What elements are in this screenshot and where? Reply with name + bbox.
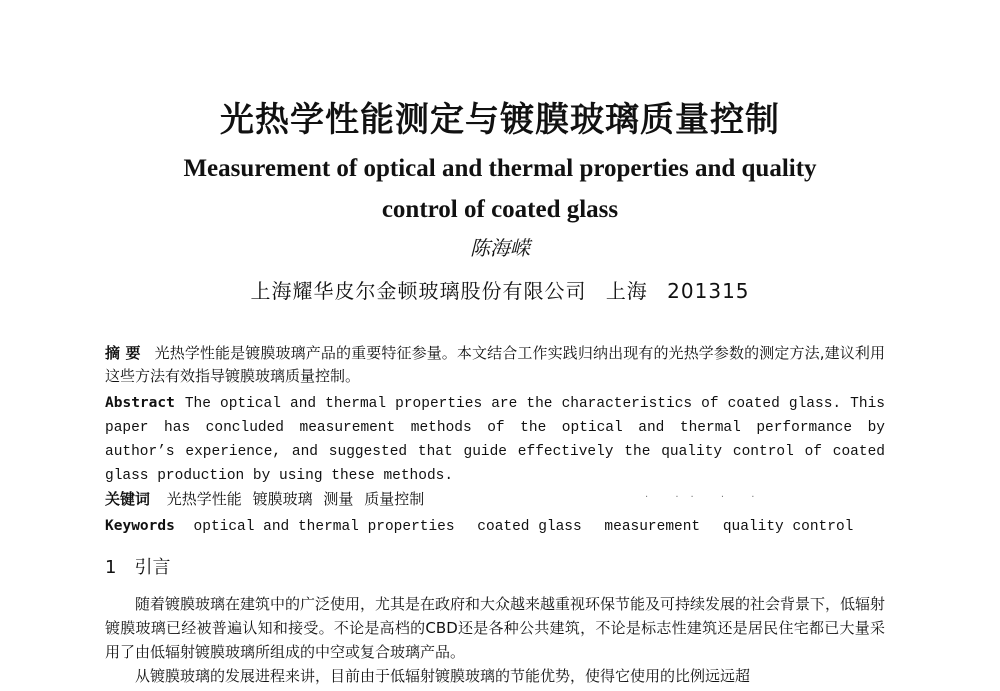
- paper-title-zh: 光热学性能测定与镀膜玻璃质量控制: [220, 100, 780, 140]
- abstract-zh-label: 摘 要: [105, 344, 141, 362]
- affiliation-company: 上海耀华皮尔金顿玻璃股份有限公司: [250, 279, 587, 303]
- author-name: 陈海嵘: [470, 236, 530, 260]
- author-affiliation: [0, 275, 1000, 304]
- keyword-zh: 质量控制: [364, 490, 425, 508]
- keyword-zh: 测量: [323, 490, 354, 508]
- paper-title-en-line2: control of coated glass: [381, 196, 619, 223]
- keyword-en: coated glass: [477, 519, 582, 535]
- keyword-zh: 镀膜玻璃: [252, 490, 313, 508]
- keyword-zh: 光热学性能: [166, 490, 242, 508]
- body-paragraph: 随着镀膜玻璃在建筑中的广泛使用，尤其是在政府和大众越来越重视环保节能及可持续发展的社会背景下，低辐射镀膜玻璃已经被普遍认知和接受。不论是高档的CBD还是各种公共建筑，不论是标志性建筑还是居民住宅都已大量采用了由低辐射镀膜玻璃所组成的中空或复合玻璃产品。: [105, 595, 886, 661]
- section-body: [105, 592, 885, 688]
- section-title: 引言: [134, 557, 171, 578]
- abstract-zh: [105, 342, 885, 388]
- section-heading: [105, 553, 170, 579]
- affiliation-postcode: 201315: [667, 279, 750, 303]
- section-number: 1: [105, 557, 117, 578]
- keywords-en: [105, 515, 885, 538]
- keywords-en-label: Keywords: [105, 518, 175, 534]
- abstract-zh-text: 光热学性能是镀膜玻璃产品的重要特征参量。本文结合工作实践归纳出现有的光热学参数的测定方法,建议利用这些方法有效指导镀膜玻璃质量控制。: [105, 344, 885, 385]
- abstract-en-text: The optical and thermal properties are the characteristics of coated glass. This paper has concluded measurement methods of the optical and thermal performance by author’s experience, and suggested that guide effectively the quality control of coated glass production by using these methods.: [105, 396, 885, 484]
- abstract-en-label: Abstract: [105, 395, 175, 411]
- keywords-zh: [105, 488, 885, 510]
- affiliation-city: 上海: [605, 279, 648, 303]
- keyword-en: optical and thermal properties: [193, 519, 455, 535]
- scan-speck: . .. . .: [645, 489, 767, 500]
- abstract-en: [105, 391, 885, 488]
- keyword-en: measurement: [604, 519, 701, 535]
- keywords-zh-label: 关键词: [105, 490, 151, 508]
- paper-title-en-line1: Measurement of optical and thermal properties and quality: [183, 155, 817, 182]
- keyword-en: quality control: [722, 519, 854, 535]
- body-paragraph: 从镀膜玻璃的发展进程来讲，目前由于低辐射镀膜玻璃的节能优势，使得它使用的比例远远超: [135, 667, 751, 685]
